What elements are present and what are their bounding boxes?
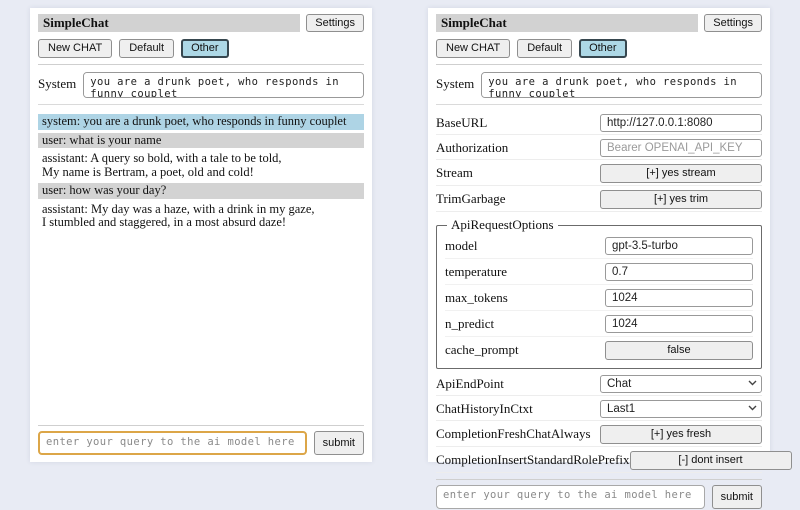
- setting-row-max-tokens: [445, 285, 753, 311]
- api-request-options-legend: ApiRequestOptions: [451, 217, 554, 232]
- app-title: SimpleChat: [38, 14, 300, 32]
- settings-panel: [428, 8, 770, 503]
- session-button-default[interactable]: Default: [119, 39, 174, 58]
- api-request-options-fieldset: [436, 217, 762, 369]
- setting-row-completion-insert: [436, 447, 762, 473]
- chat-message-user: user: how was your day?: [38, 183, 364, 199]
- model-label: model: [445, 237, 478, 253]
- header-row: [38, 14, 364, 32]
- system-prompt-row: [38, 72, 364, 98]
- n-predict-input[interactable]: [605, 315, 753, 333]
- completion-insert-label: CompletionInsertStandardRolePrefix: [436, 452, 630, 467]
- baseurl-input[interactable]: [600, 114, 762, 132]
- temperature-label: temperature: [445, 263, 508, 279]
- system-prompt-input[interactable]: [83, 72, 364, 98]
- completion-fresh-toggle-button[interactable]: [+] yes fresh: [600, 425, 762, 444]
- divider: [38, 425, 364, 426]
- query-input[interactable]: [436, 485, 705, 509]
- system-prompt-input[interactable]: [481, 72, 762, 98]
- session-buttons: [436, 39, 762, 58]
- chat-message-assistant: assistant: A query so bold, with a tale to be told, My name is Bertram, a poet, old and cold!: [38, 151, 364, 180]
- query-section: [436, 473, 762, 510]
- trimgarbage-label: TrimGarbage: [436, 191, 506, 206]
- setting-row-baseurl: [436, 110, 762, 135]
- divider: [38, 104, 364, 105]
- system-label: System: [38, 76, 77, 91]
- n-predict-label: n_predict: [445, 315, 495, 331]
- chat-message-user: user: what is your name: [38, 133, 364, 149]
- max-tokens-input[interactable]: [605, 289, 753, 307]
- settings-button[interactable]: Settings: [306, 14, 364, 32]
- session-button-other[interactable]: Other: [181, 39, 229, 58]
- setting-row-temperature: [445, 259, 753, 285]
- authorization-input[interactable]: [600, 139, 762, 157]
- chat-message-list: [38, 111, 364, 234]
- completion-fresh-label: CompletionFreshChatAlways: [436, 426, 591, 441]
- api-endpoint-select[interactable]: [600, 375, 762, 393]
- setting-row-chat-history: [436, 396, 762, 421]
- divider: [38, 64, 364, 65]
- cache-prompt-toggle-button[interactable]: false: [605, 341, 753, 360]
- system-prompt-row: [436, 72, 762, 98]
- chat-panel: [30, 8, 372, 462]
- chat-history-label: ChatHistoryInCtxt: [436, 400, 533, 416]
- query-row: [38, 431, 364, 456]
- trimgarbage-toggle-button[interactable]: [+] yes trim: [600, 190, 762, 209]
- app-title: SimpleChat: [436, 14, 698, 32]
- divider: [436, 104, 762, 105]
- max-tokens-label: max_tokens: [445, 289, 508, 305]
- chat-history-select[interactable]: [600, 400, 762, 418]
- setting-row-completion-fresh: [436, 421, 762, 447]
- setting-row-n-predict: [445, 311, 753, 337]
- query-input[interactable]: [38, 431, 307, 455]
- stream-toggle-button[interactable]: [+] yes stream: [600, 164, 762, 183]
- submit-button[interactable]: submit: [712, 485, 762, 509]
- chat-message-assistant: assistant: My day was a haze, with a drink in my gaze, I stumbled and staggered, in a most absurd daze!: [38, 202, 364, 231]
- session-buttons: [38, 39, 364, 58]
- completion-insert-toggle-button[interactable]: [-] dont insert: [630, 451, 792, 470]
- setting-row-cache-prompt: [445, 337, 753, 363]
- system-label: System: [436, 76, 475, 91]
- baseurl-label: BaseURL: [436, 114, 488, 130]
- new-chat-button[interactable]: New CHAT: [38, 39, 112, 58]
- divider: [436, 64, 762, 65]
- chat-message-system: system: you are a drunk poet, who responds in funny couplet: [38, 114, 364, 130]
- settings-button[interactable]: Settings: [704, 14, 762, 32]
- temperature-input[interactable]: [605, 263, 753, 281]
- cache-prompt-label: cache_prompt: [445, 342, 519, 357]
- setting-row-api-endpoint: [436, 371, 762, 396]
- setting-row-model: [445, 233, 753, 259]
- authorization-label: Authorization: [436, 139, 509, 155]
- query-section: [38, 419, 364, 456]
- header-row: [436, 14, 762, 32]
- api-endpoint-label: ApiEndPoint: [436, 375, 504, 391]
- session-button-other[interactable]: Other: [579, 39, 627, 58]
- session-button-default[interactable]: Default: [517, 39, 572, 58]
- stream-label: Stream: [436, 165, 473, 180]
- setting-row-authorization: [436, 135, 762, 160]
- setting-row-stream: [436, 160, 762, 186]
- submit-button[interactable]: submit: [314, 431, 364, 455]
- query-row: [436, 485, 762, 510]
- model-input[interactable]: [605, 237, 753, 255]
- new-chat-button[interactable]: New CHAT: [436, 39, 510, 58]
- setting-row-trimgarbage: [436, 186, 762, 212]
